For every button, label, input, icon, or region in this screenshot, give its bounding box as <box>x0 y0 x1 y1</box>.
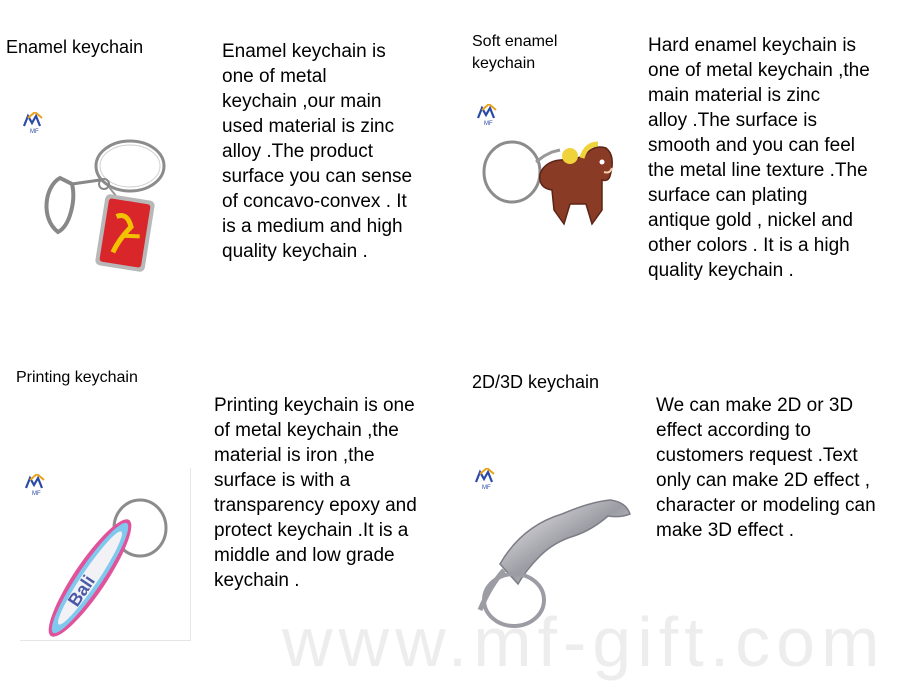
section-printing-label: Printing keychain <box>16 369 138 386</box>
svg-text:Bali: Bali <box>63 571 99 611</box>
watermark-text: www.mf-gift.com <box>282 603 886 681</box>
svg-text:MF: MF <box>482 485 491 490</box>
svg-text:MF: MF <box>484 121 493 126</box>
printing-keychain-image <box>20 468 191 641</box>
section-enamel-label: Enamel keychain <box>6 37 144 57</box>
section-soft-enamel-description: Hard enamel keychain is one of metal keychain ,the main material is zinc alloy .The surface is smooth and you can feel the metal line texture .The surface can plating antique gold , nickel and other colors . It is a high quality keychain . <box>648 35 870 281</box>
section-printing-description: Printing keychain is one of metal keychain ,the material is iron ,the surface is with a transparency epoxy and protect keychain .It is a middle and low grade keychain . <box>214 395 417 591</box>
svg-text:MF: MF <box>30 129 39 134</box>
section-2d3d-label: 2D/3D keychain <box>472 372 600 392</box>
section-enamel-description: Enamel keychain is one of metal keychain ,our main used material is zinc alloy .The product surface you can sense of concavo-convex . It is a medium and high quality keychain . <box>222 41 413 262</box>
section-2d3d-description: We can make 2D or 3D effect according to customers request .Text only can make 2D effect , character or modeling can make 3D effect . <box>656 395 876 541</box>
section-soft-enamel-label: Soft enamel keychain <box>472 33 558 72</box>
soft-enamel-keychain-image <box>474 100 624 245</box>
svg-text:MF: MF <box>32 491 41 496</box>
enamel-keychain-image <box>20 108 180 308</box>
